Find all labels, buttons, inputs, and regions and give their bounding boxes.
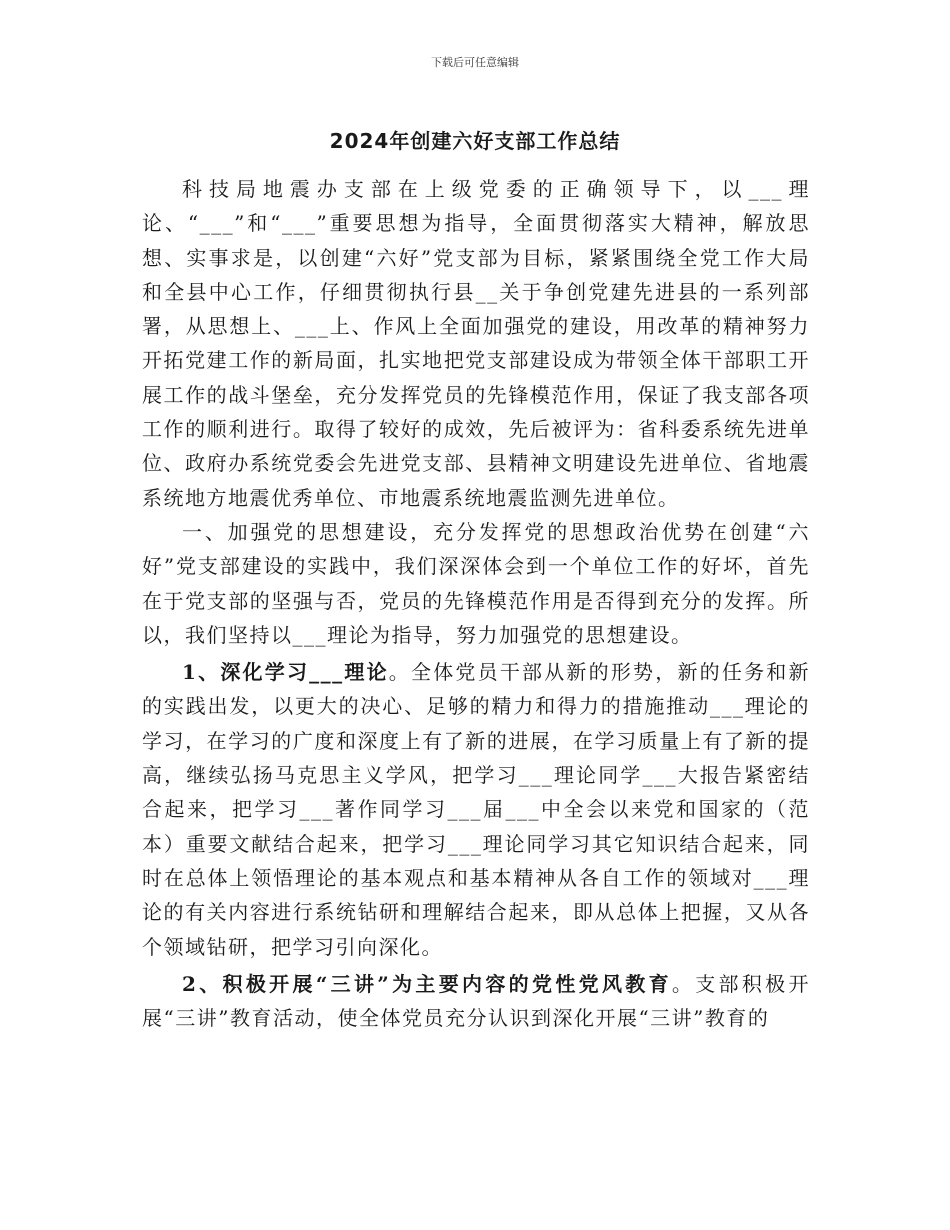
paragraph-text: 。全体党员干部从新的形势，新的任务和新的实践出发，以更大的决心、足够的精力和得力的措施推动___理论的学习，在学习的广度和深度上有了新的进展，在学习质量上有了新的提高，继续弘扬马克思主义学风，把学习___理论同学___大报告紧密结合起来，把学习___著作同学习___届___中全会以来党和国家的（范本）重要文献结合起来，把学习___理论同学习其它知识结合起来，同时在总体上领悟理论的基本观点和基本精神从各自工作的领域对___理论的有关内容进行系统钻研和理解结合起来，即从总体上把握，又从各个领域钻研，把学习引向深化。 [142, 660, 810, 959]
paragraph-text: 科技局地震办支部在上级党委的正确领导下，以___理论、“___”和“___”重要思想为指导，全面贯彻落实大精神，解放思想、实事求是，以创建“六好”党支部为目标，紧紧围绕全党工作大局和全县中心工作，仔细贯彻执行县__关于争创党建先进县的一系列部署，从思想上、___上、作风上全面加强党的建设，用改革的精神努力开拓党建工作的新局面，扎实地把党支部建设成为带领全体干部职工开展工作的战斗堡垒，充分发挥党员的先锋模范作用，保证了我支部各项工作的顺利进行。取得了较好的成效，先后被评为：省科委系统先进单位、政府办系统党委会先进党支部、县精神文明建设先进单位、省地震系统地方地震优秀单位、市地震系统地震监测先进单位。 [142, 177, 810, 510]
paragraph-intro [142, 172, 810, 515]
paragraph-item-2 [142, 967, 810, 1036]
paragraph-section-1 [142, 515, 810, 652]
paragraph-item-1 [142, 655, 810, 964]
document-title: 2024年创建六好支部工作总结 [329, 129, 621, 153]
document-body [142, 172, 810, 1035]
paragraph-lead: 1、深化学习___理论 [182, 660, 389, 685]
paragraph-text: 一、加强党的思想建设，充分发挥党的思想政治优势在创建“六好”党支部建设的实践中，我们深深体会到一个单位工作的好坏，首先在于党支部的坚强与否，党员的先锋模范作用是否得到充分的发挥。所以，我们坚持以___理论为指导，努力加强党的思想建设。 [142, 519, 810, 647]
header-note: 下载后可任意编辑 [431, 56, 519, 69]
paragraph-text: 。支部积极开展“三讲”教育活动，使全体党员充分认识到深化开展“三讲”教育的 [142, 971, 810, 1031]
paragraph-lead: 2、积极开展“三讲”为主要内容的党性党风教育 [182, 971, 672, 996]
